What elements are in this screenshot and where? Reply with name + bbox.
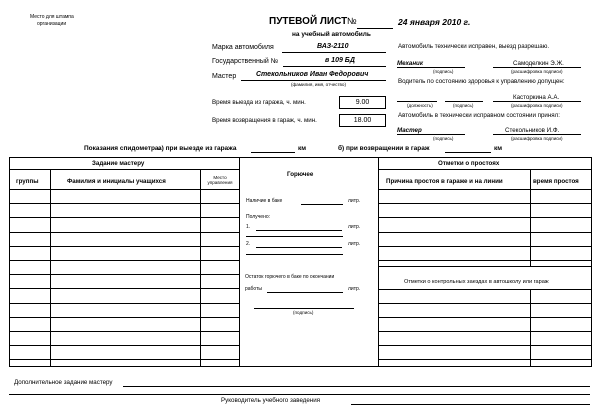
task-table-row-line xyxy=(10,260,239,261)
fuel-sign-caption: (подпись) xyxy=(293,310,314,315)
received-2-extra-line xyxy=(246,254,343,255)
fuel-in-tank-unit: литр. xyxy=(348,198,361,204)
idle-table-row-line xyxy=(378,359,591,360)
plate-label: Государственный № xyxy=(212,58,279,65)
control-marks-label: Отметки о контрольных заездах в автошколу или гараж xyxy=(404,279,549,285)
subtitle: на учебный автомобиль xyxy=(292,31,371,38)
task-table-row-line xyxy=(10,203,239,204)
page-title: ПУТЕВОЙ ЛИСТ xyxy=(269,16,348,27)
health-name-line xyxy=(493,101,581,102)
head-sign-field[interactable] xyxy=(351,404,590,405)
header-bottom-left xyxy=(10,189,239,190)
idle-table-row-line xyxy=(378,232,591,233)
make-line xyxy=(282,52,386,53)
mechanic-sign-caption: (подпись) xyxy=(433,69,454,74)
col-divider-idle-body xyxy=(530,189,531,266)
master-caption: (фамилия, имя, отчество) xyxy=(291,82,347,87)
stamp-place-label-2: организации xyxy=(37,21,67,27)
task-table-row-line xyxy=(10,288,239,289)
idle-table-row-line xyxy=(378,317,591,318)
make-value: ВАЗ-2110 xyxy=(317,43,349,50)
idle-table-row-line xyxy=(378,303,591,304)
head-label: Руководитель учебного заведения xyxy=(221,397,321,404)
plate-line xyxy=(283,66,386,67)
col-divider-idle xyxy=(530,169,531,189)
plate-value: в 109 БД xyxy=(325,57,355,64)
received-label: Получено: xyxy=(246,214,270,220)
mechanic-name-line xyxy=(493,67,581,68)
mechanic-role: Механик xyxy=(397,60,423,67)
received-2-num: 2. xyxy=(246,241,251,247)
control-marks-top xyxy=(378,266,591,267)
number-sign: № xyxy=(347,16,357,26)
fuel-in-tank-field[interactable] xyxy=(301,204,343,205)
col-place: Место управления xyxy=(207,175,233,185)
fuel-in-tank-label: Наличие в баке xyxy=(246,198,283,204)
number-field[interactable] xyxy=(357,28,393,29)
depart-label: Время выезда из гаража, ч. мин. xyxy=(212,99,306,106)
odometer-return-field[interactable] xyxy=(445,152,491,153)
remaining-label: Остаток горючего в баке по окончании xyxy=(245,274,335,280)
control-marks-bottom xyxy=(378,289,591,290)
extra-task-label: Дополнительное задание мастеру xyxy=(14,379,113,386)
odometer-exit-label: а) при выезде из гаража xyxy=(158,145,237,152)
task-table-row-line xyxy=(10,345,239,346)
idle-table-row-line xyxy=(378,331,591,332)
idle-time-header: время простоя xyxy=(533,178,579,185)
received-1-num: 1. xyxy=(246,224,251,230)
accept-name: Стекольников И.Ф. xyxy=(505,127,560,134)
odometer-return-label: б) при возвращении в гараж xyxy=(338,145,430,152)
master-line xyxy=(241,80,386,81)
task-table-row-line xyxy=(10,303,239,304)
received-2-field[interactable] xyxy=(256,247,342,248)
health-sign-caption: (подпись) xyxy=(453,103,474,108)
accepted-text: Автомобиль в технически исправном состоянии принял: xyxy=(398,112,560,119)
extra-task-field[interactable] xyxy=(123,386,590,387)
accept-sign-line[interactable] xyxy=(397,134,465,135)
tech-ok-text: Автомобиль технически исправен, выезд разрешаю. xyxy=(398,43,550,50)
odometer-exit-field[interactable] xyxy=(251,152,295,153)
task-table-row-line xyxy=(10,232,239,233)
master-value: Стекольников Иван Федорович xyxy=(256,71,369,78)
idle-header: Отметки о простоях xyxy=(438,160,500,167)
depart-time-field[interactable]: 9.00 xyxy=(339,96,386,109)
health-sign-line[interactable] xyxy=(445,101,483,102)
col-divider-students xyxy=(200,169,201,366)
col-groups: группы xyxy=(16,178,39,185)
mechanic-name: Самоделкин Э.Ж. xyxy=(513,60,564,67)
work-label: работы xyxy=(245,286,262,292)
task-table-row-line xyxy=(10,359,239,360)
master-label: Мастер xyxy=(212,73,237,80)
extra-task-second-line xyxy=(9,394,590,395)
health-position-line xyxy=(397,101,437,102)
document-date: 24 января 2010 г. xyxy=(398,17,471,27)
task-table-row-line xyxy=(10,246,239,247)
odometer-return-unit: км xyxy=(494,145,503,152)
received-1-field[interactable] xyxy=(256,230,342,231)
remaining-field[interactable] xyxy=(267,292,343,293)
accept-name-line xyxy=(493,134,581,135)
task-table-row-line xyxy=(10,331,239,332)
col-divider-fuel-left xyxy=(239,158,240,366)
task-header: Задание мастеру xyxy=(92,160,145,167)
idle-table-row-line xyxy=(378,345,591,346)
col-students: Фамилия и инициалы учащихся xyxy=(67,178,166,185)
idle-header-line xyxy=(378,169,591,170)
mechanic-decode-caption: (расшифровка подписи) xyxy=(511,69,563,74)
col-divider-groups xyxy=(50,169,51,366)
col-divider-idle-lower xyxy=(530,289,531,366)
idle-reason-header: Причина простоя в гараже и на линии xyxy=(386,178,503,185)
health-name: Касторкина А.А. xyxy=(513,94,560,101)
return-label: Время возвращения в гараж, ч. мин. xyxy=(212,117,317,124)
received-1-extra-line xyxy=(246,236,343,237)
idle-table-row-line xyxy=(378,203,591,204)
task-table-row-line xyxy=(10,217,239,218)
task-table-row-line xyxy=(10,274,239,275)
mechanic-sign-line[interactable] xyxy=(397,67,465,68)
received-1-unit: литр. xyxy=(348,224,361,230)
fuel-header: Горючее xyxy=(287,171,314,178)
header-bottom-right xyxy=(378,189,591,190)
stamp-place-label-1: Место для штампа xyxy=(30,14,74,20)
main-table xyxy=(9,157,592,367)
return-time-field[interactable]: 18.00 xyxy=(339,114,386,127)
make-label: Марка автомобиля xyxy=(212,44,274,51)
idle-table-row-line xyxy=(378,217,591,218)
received-2-unit: литр. xyxy=(348,241,361,247)
odometer-exit-unit: км xyxy=(298,145,307,152)
accept-role: Мастер xyxy=(397,127,422,134)
task-table-row-line xyxy=(10,317,239,318)
health-decode-caption: (расшифровка подписи) xyxy=(511,103,563,108)
idle-table-row-line xyxy=(378,246,591,247)
odometer-label: Показания спидометра: xyxy=(84,145,161,152)
accept-decode-caption: (расшифровка подписи) xyxy=(511,136,563,141)
accept-sign-caption: (подпись) xyxy=(433,136,454,141)
idle-table-row-line xyxy=(378,260,591,261)
health-position-caption: (должность) xyxy=(407,103,433,108)
task-header-line xyxy=(10,169,239,170)
health-ok-text: Водитель по состоянию здоровья к управлению допущен: xyxy=(398,78,565,85)
fuel-sign-line[interactable] xyxy=(254,308,354,309)
remaining-unit: литр. xyxy=(348,286,361,292)
